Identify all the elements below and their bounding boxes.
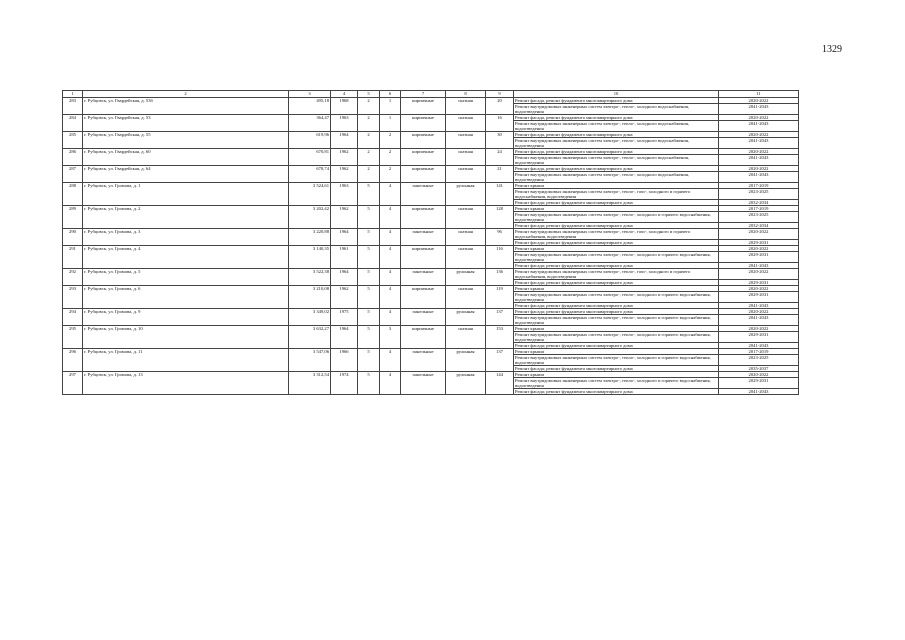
work-type-cell: Ремонт крыши (514, 326, 719, 332)
area-cell: 3 632,27 (289, 326, 331, 349)
entrances-cell: 4 (380, 349, 401, 372)
residents-cell: 119 (486, 286, 514, 309)
year-cell: 1963 (331, 115, 358, 132)
floors-cell: 5 (358, 206, 380, 229)
wall-material-cell: панельные (401, 349, 446, 372)
roof-type-cell: рулонная (446, 183, 486, 206)
work-type-cell: Ремонт фасада; ремонт фундамента многоквартирного дома (514, 223, 719, 229)
floors-cell: 5 (358, 246, 380, 269)
area-cell: 3 202,42 (289, 206, 331, 229)
column-header: 8 (446, 91, 486, 98)
work-type-cell: Ремонт крыши (514, 206, 719, 212)
roof-type-cell: скатная (446, 166, 486, 183)
year-cell: 1975 (331, 309, 358, 326)
row-number-cell: 289 (63, 206, 83, 229)
area-cell: 3 522,38 (289, 269, 331, 286)
roof-type-cell: скатная (446, 326, 486, 349)
wall-material-cell: панельные (401, 229, 446, 246)
work-type-cell: Ремонт фасада; ремонт фундамента многоквартирного дома (514, 309, 719, 315)
column-header: 9 (486, 91, 514, 98)
roof-type-cell: скатная (446, 206, 486, 229)
work-type-cell: Ремонт фасада, ремонт фундамента многоквартирного дома (514, 166, 719, 172)
period-cell: 2041-2043 (719, 315, 799, 326)
work-type-cell: Ремонт внутридомовых инженерных систем электро-, тепло-, холодного и горячего водоснабжения, водоотведения (514, 315, 719, 326)
floors-cell: 5 (358, 183, 380, 206)
area-cell: 364,47 (289, 115, 331, 132)
column-header: 6 (380, 91, 401, 98)
period-cell: 2020-2022 (719, 326, 799, 332)
address-cell: г. Рубцовск, ул. Гвардейская, д. 55 (83, 132, 289, 149)
roof-type-cell: скатная (446, 149, 486, 166)
period-cell: 2035-2037 (719, 366, 799, 372)
work-type-cell: Ремонт фасада, ремонт фундамента многоквартирного дома (514, 115, 719, 121)
period-cell: 2017-2019 (719, 206, 799, 212)
entrances-cell: 2 (380, 149, 401, 166)
work-type-cell: Ремонт крыши (514, 183, 719, 189)
period-cell: 2041-2043 (719, 138, 799, 149)
wall-material-cell: панельные (401, 269, 446, 286)
work-type-cell: Ремонт внутридомовых инженерных систем электро-, тепло-, газо-, холодного и горячего водоснабжения, водоотведения (514, 269, 719, 280)
row-number-cell: 287 (63, 166, 83, 183)
row-number-cell: 290 (63, 229, 83, 246)
period-cell: 2029-2031 (719, 280, 799, 286)
column-header: 3 (289, 91, 331, 98)
residents-cell: 137 (486, 309, 514, 326)
period-cell: 2041-2043 (719, 263, 799, 269)
work-type-cell: Ремонт фасада; ремонт фундамента многоквартирного дома (514, 366, 719, 372)
work-type-cell: Ремонт внутридомовых инженерных систем электро-, тепло-, холодного водоснабжения, водоотведения (514, 155, 719, 166)
period-cell: 2041-2043 (719, 104, 799, 115)
wall-material-cell: кирпичные (401, 115, 446, 132)
address-cell: г. Рубцовск, ул. Громова, д. 3 (83, 229, 289, 246)
floors-cell: 5 (358, 286, 380, 309)
year-cell: 1964 (331, 269, 358, 286)
area-cell: 670,81 (289, 149, 331, 166)
period-cell: 2023-2025 (719, 355, 799, 366)
entrances-cell: 1 (380, 115, 401, 132)
period-cell: 2020-2022 (719, 132, 799, 138)
residents-cell: 96 (486, 229, 514, 246)
entrances-cell: 2 (380, 166, 401, 183)
period-cell: 2041-2043 (719, 121, 799, 132)
work-type-cell: Ремонт внутридомовых инженерных систем электро-, тепло-, холодного и горячего водоснабжения, водоотведения (514, 212, 719, 223)
period-cell: 2020-2022 (719, 372, 799, 378)
capital-repair-table (62, 90, 799, 395)
residents-cell: 144 (486, 372, 514, 395)
roof-type-cell: рулонная (446, 349, 486, 372)
row-number-cell: 294 (63, 309, 83, 326)
column-header: 5 (358, 91, 380, 98)
entrances-cell: 2 (380, 132, 401, 149)
entrances-cell: 4 (380, 309, 401, 326)
address-cell: г. Рубцовск, ул. Гвардейская, д. 60 (83, 149, 289, 166)
residents-cell: 141 (486, 183, 514, 206)
roof-type-cell: рулонная (446, 309, 486, 326)
row-number-cell: 284 (63, 115, 83, 132)
floors-cell: 5 (358, 326, 380, 349)
period-cell: 2041-2043 (719, 155, 799, 166)
wall-material-cell: кирпичные (401, 166, 446, 183)
work-type-cell: Ремонт фасада, ремонт фундамента многоквартирного дома (514, 132, 719, 138)
period-cell: 2032-2034 (719, 223, 799, 229)
work-type-cell: Ремонт внутридомовых инженерных систем электро-, тепло-, холодного и горячего водоснабжения, водоотведения (514, 355, 719, 366)
column-header: 2 (83, 91, 289, 98)
row-number-cell: 297 (63, 372, 83, 395)
wall-material-cell: панельные (401, 309, 446, 326)
column-number-row (63, 91, 799, 98)
roof-type-cell: скатная (446, 246, 486, 269)
period-cell: 2032-2034 (719, 200, 799, 206)
residents-cell: 128 (486, 206, 514, 229)
residents-cell: 30 (486, 132, 514, 149)
work-type-cell: Ремонт внутридомовых инженерных систем электро-, тепло-, газо-, холодного и горячего водоснабжения, водоотведения (514, 229, 719, 240)
period-cell: 2041-2043 (719, 343, 799, 349)
residents-cell: 116 (486, 246, 514, 269)
wall-material-cell: кирпичные (401, 206, 446, 229)
residents-cell: 136 (486, 269, 514, 286)
area-cell: 3 220,88 (289, 229, 331, 246)
wall-material-cell: панельные (401, 183, 446, 206)
address-cell: г. Рубцовск, ул. Гвардейская, д. 53б (83, 98, 289, 115)
area-cell: 3 210,08 (289, 286, 331, 309)
row-number-cell: 293 (63, 286, 83, 309)
roof-type-cell: скатная (446, 98, 486, 115)
wall-material-cell: кирпичные (401, 326, 446, 349)
period-cell: 2017-2019 (719, 349, 799, 355)
year-cell: 1964 (331, 132, 358, 149)
period-cell: 2020-2022 (719, 98, 799, 104)
wall-material-cell: кирпичные (401, 149, 446, 166)
year-cell: 1974 (331, 372, 358, 395)
area-cell: 619,96 (289, 132, 331, 149)
work-type-cell: Ремонт крыши (514, 349, 719, 355)
work-type-cell: Ремонт внутридомовых инженерных систем электро-, тепло-, холодного водоснабжения, водоотведения (514, 121, 719, 132)
roof-type-cell: скатная (446, 229, 486, 246)
period-cell: 2020-2022 (719, 149, 799, 155)
floors-cell: 5 (358, 372, 380, 395)
year-cell: 1962 (331, 286, 358, 309)
table-body (63, 98, 799, 395)
area-cell: 678,74 (289, 166, 331, 183)
floors-cell: 2 (358, 166, 380, 183)
area-cell: 3 349,02 (289, 309, 331, 326)
work-type-cell: Ремонт крыши (514, 372, 719, 378)
address-cell: г. Рубцовск, ул. Громова, д. 11 (83, 349, 289, 372)
period-cell: 2020-2022 (719, 269, 799, 280)
floors-cell: 2 (358, 115, 380, 132)
entrances-cell: 4 (380, 206, 401, 229)
wall-material-cell: кирпичные (401, 132, 446, 149)
row-number-cell: 292 (63, 269, 83, 286)
address-cell: г. Рубцовск, ул. Громова, д. 13 (83, 372, 289, 395)
year-cell: 1961 (331, 246, 358, 269)
period-cell: 2041-2043 (719, 303, 799, 309)
floors-cell: 5 (358, 269, 380, 286)
row-number-cell: 296 (63, 349, 83, 372)
address-cell: г. Рубцовск, ул. Громова, д. 9 (83, 309, 289, 326)
period-cell: 2020-2022 (719, 166, 799, 172)
work-type-cell: Ремонт внутридомовых инженерных систем электро-, тепло-, холодного водоснабжения, водоотведения (514, 104, 719, 115)
floors-cell: 5 (358, 349, 380, 372)
period-cell: 2029-2031 (719, 292, 799, 303)
row-number-cell: 291 (63, 246, 83, 269)
residents-cell: 153 (486, 326, 514, 349)
residents-cell: 137 (486, 349, 514, 372)
year-cell: 1964 (331, 326, 358, 349)
address-cell: г. Рубцовск, ул. Громова, д. 5 (83, 269, 289, 286)
entrances-cell: 4 (380, 286, 401, 309)
area-cell: 3 524,61 (289, 183, 331, 206)
area-cell: 3 547,06 (289, 349, 331, 372)
column-header: 1 (63, 91, 83, 98)
entrances-cell: 3 (380, 326, 401, 349)
column-header: 7 (401, 91, 446, 98)
roof-type-cell: скатная (446, 286, 486, 309)
residents-cell: 16 (486, 115, 514, 132)
work-type-cell: Ремонт внутридомовых инженерных систем электро-, тепло-, холодного и горячего водоснабжения, водоотведения (514, 332, 719, 343)
area-cell: 3 140,35 (289, 246, 331, 269)
row-number-cell: 288 (63, 183, 83, 206)
floors-cell: 2 (358, 132, 380, 149)
area-cell: 495,18 (289, 98, 331, 115)
column-header: 4 (331, 91, 358, 98)
work-type-cell: Ремонт крыши (514, 286, 719, 292)
work-type-cell: Ремонт внутридомовых инженерных систем электро-, тепло-, газо-, холодного и горячего водоснабжения, водоотведения (514, 189, 719, 200)
floors-cell: 2 (358, 98, 380, 115)
address-cell: г. Рубцовск, ул. Громова, д. 2 (83, 206, 289, 229)
wall-material-cell: кирпичные (401, 286, 446, 309)
period-cell: 2041-2043 (719, 172, 799, 183)
period-cell: 2041-2043 (719, 389, 799, 395)
column-header: 11 (719, 91, 799, 98)
entrances-cell: 4 (380, 269, 401, 286)
floors-cell: 5 (358, 309, 380, 326)
wall-material-cell: кирпичные (401, 246, 446, 269)
work-type-cell: Ремонт внутридомовых инженерных систем электро-, тепло-, холодного и горячего водоснабжения, водоотведения (514, 378, 719, 389)
work-type-cell: Ремонт фасада, ремонт фундамента многоквартирного дома (514, 149, 719, 155)
roof-type-cell: скатная (446, 115, 486, 132)
residents-cell: 21 (486, 166, 514, 183)
year-cell: 1966 (331, 349, 358, 372)
work-type-cell: Ремонт фасада; ремонт фундамента многоквартирного дома (514, 343, 719, 349)
roof-type-cell: рулонная (446, 372, 486, 395)
residents-cell: 20 (486, 98, 514, 115)
period-cell: 2023-2025 (719, 189, 799, 200)
entrances-cell: 4 (380, 183, 401, 206)
work-type-cell: Ремонт внутридомовых инженерных систем электро-, тепло-, холодного водоснабжения, водоотведения (514, 172, 719, 183)
row-number-cell: 283 (63, 98, 83, 115)
row-number-cell: 286 (63, 149, 83, 166)
roof-type-cell: скатная (446, 132, 486, 149)
period-cell: 2029-2031 (719, 252, 799, 263)
area-cell: 3 312,54 (289, 372, 331, 395)
work-type-cell: Ремонт внутридомовых инженерных систем электро-, тепло-, холодного водоснабжения, водоотведения (514, 138, 719, 149)
period-cell: 2020-2022 (719, 115, 799, 121)
floors-cell: 2 (358, 149, 380, 166)
period-cell: 2020-2022 (719, 229, 799, 240)
period-cell: 2020-2022 (719, 286, 799, 292)
period-cell: 2020-2022 (719, 309, 799, 315)
table-row (63, 229, 799, 240)
page-number: 1329 (822, 44, 842, 55)
address-cell: г. Рубцовск, ул. Громова, д. 6 (83, 286, 289, 309)
address-cell: г. Рубцовск, ул. Гвардейская, д. 53 (83, 115, 289, 132)
wall-material-cell: панельные (401, 372, 446, 395)
work-type-cell: Ремонт внутридомовых инженерных систем электро-, тепло-, холодного и горячего водоснабжения, водоотведения (514, 292, 719, 303)
year-cell: 1964 (331, 229, 358, 246)
table-row (63, 269, 799, 280)
address-cell: г. Рубцовск, ул. Громова, д. 4 (83, 246, 289, 269)
year-cell: 1962 (331, 149, 358, 166)
entrances-cell: 4 (380, 229, 401, 246)
residents-cell: 24 (486, 149, 514, 166)
work-type-cell: Ремонт фасада; ремонт фундамента многоквартирного дома (514, 263, 719, 269)
address-cell: г. Рубцовск, ул. Громова, д. 1 (83, 183, 289, 206)
entrances-cell: 1 (380, 98, 401, 115)
period-cell: 2023-2025 (719, 212, 799, 223)
column-header: 10 (514, 91, 719, 98)
address-cell: г. Рубцовск, ул. Гвардейская, д. 64 (83, 166, 289, 183)
row-number-cell: 285 (63, 132, 83, 149)
period-cell: 2029-2031 (719, 378, 799, 389)
floors-cell: 5 (358, 229, 380, 246)
wall-material-cell: кирпичные (401, 98, 446, 115)
work-type-cell: Ремонт фасада; ремонт фундамента многоквартирного дома (514, 280, 719, 286)
entrances-cell: 4 (380, 372, 401, 395)
period-cell: 2020-2022 (719, 246, 799, 252)
period-cell: 2029-2031 (719, 332, 799, 343)
work-type-cell: Ремонт фасада; ремонт фундамента многоквартирного дома (514, 303, 719, 309)
period-cell: 2029-2031 (719, 240, 799, 246)
year-cell: 1968 (331, 98, 358, 115)
work-type-cell: Ремонт фасада; ремонт фундамента многоквартирного дома (514, 240, 719, 246)
year-cell: 1962 (331, 166, 358, 183)
address-cell: г. Рубцовск, ул. Громова, д. 10 (83, 326, 289, 349)
work-type-cell: Ремонт фасада, ремонт фундамента многоквартирного дома (514, 98, 719, 104)
work-type-cell: Ремонт крыши (514, 246, 719, 252)
year-cell: 1963 (331, 183, 358, 206)
roof-type-cell: рулонная (446, 269, 486, 286)
period-cell: 2017-2019 (719, 183, 799, 189)
year-cell: 1962 (331, 206, 358, 229)
entrances-cell: 4 (380, 246, 401, 269)
row-number-cell: 295 (63, 326, 83, 349)
work-type-cell: Ремонт внутридомовых инженерных систем электро-, тепло-, холодного и горячего водоснабжения, водоотведения (514, 252, 719, 263)
work-type-cell: Ремонт фасада; ремонт фундамента многоквартирного дома (514, 389, 719, 395)
work-type-cell: Ремонт фасада; ремонт фундамента многоквартирного дома (514, 200, 719, 206)
